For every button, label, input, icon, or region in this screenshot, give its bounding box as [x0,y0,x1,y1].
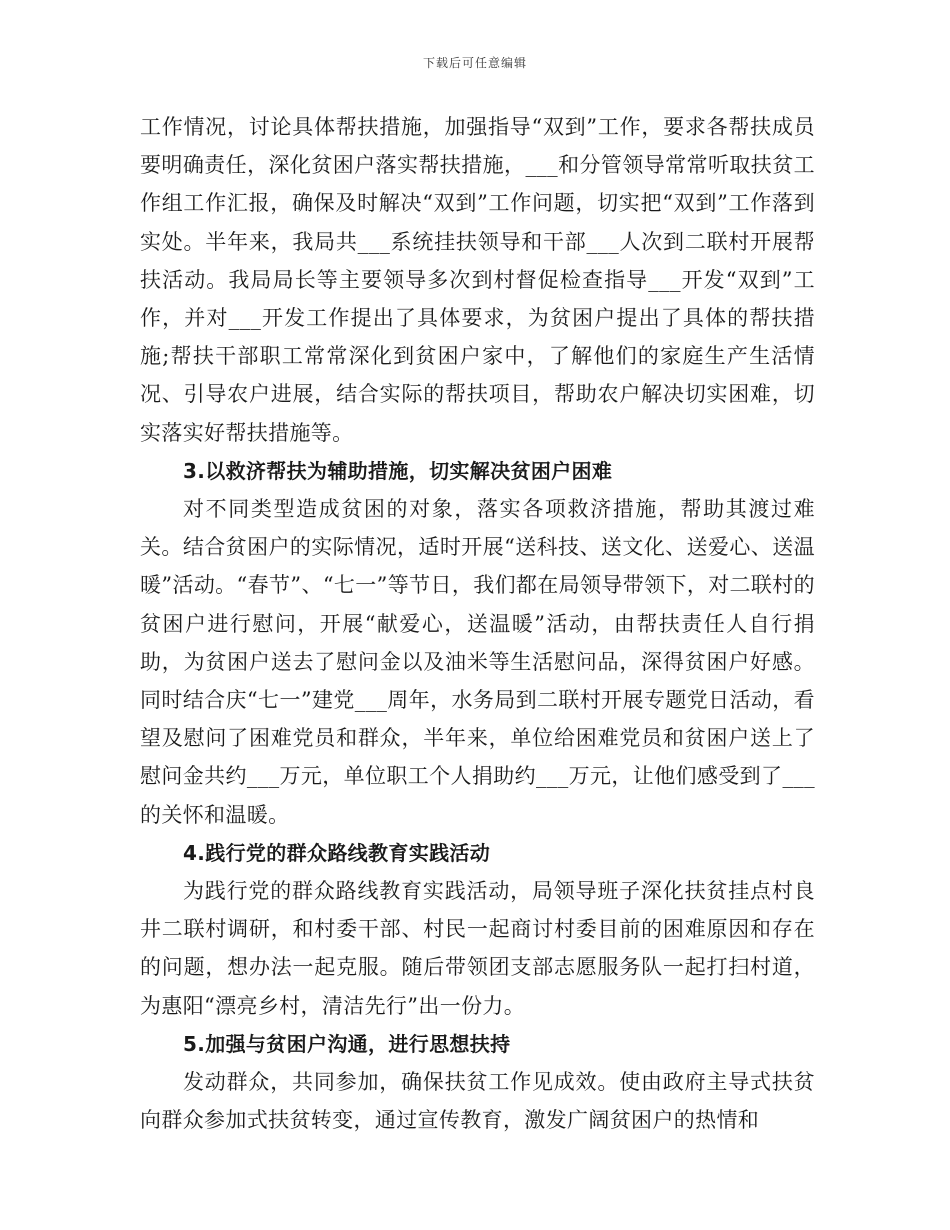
section-heading-3: 3.以救济帮扶为辅助措施，切实解决贫困户困难 [183,458,613,483]
paragraph-communication: 发动群众，共同参加，确保扶贫工作见成效。使由政府主导式扶贫向群众参加式扶贫转变，通过宣传教育，激发广阔贫困户的热情和 [140,1070,815,1133]
paragraph-continued: 工作情况，讨论具体帮扶措施，加强指导“双到”工作，要求各帮扶成员要明确责任，深化贫困户落实帮扶措施，___和分管领导常常听取扶贫工作组工作汇报，确保及时解决“双到”工作问题，切实把“双到”工作落到实处。半年来，我局共___系统挂扶领导和干部___人次到二联村开展帮扶活动。我局局长等主要领导多次到村督促检查指导___开发“双到”工作，并对___开发工作提出了具体要求，为贫困户提出了具体的帮扶措施;帮扶干部职工常常深化到贫困户家中，了解他们的家庭生产生活情况、引导农户进展，结合实际的帮扶项目，帮助农户解决切实困难，切实落实好帮扶措施等。 [140,115,815,445]
section-heading-4: 4.践行党的群众路线教育实践活动 [183,840,491,865]
page-header-note: 下载后可任意编辑 [422,56,527,70]
paragraph-mass-line: 为践行党的群众路线教育实践活动，局领导班子深化扶贫挂点村良井二联村调研，和村委干部、村民一起商讨村委目前的困难原因和存在的问题，想办法一起克服。随后带领团支部志愿服务队一起打扫村道，为惠阳“漂亮乡村，清洁先行”出一份力。 [140,879,815,1018]
section-heading-5: 5.加强与贫困户沟通，进行思想扶持 [183,1031,511,1056]
paragraph-relief: 对不同类型造成贫困的对象，落实各项救济措施，帮助其渡过难关。结合贫困户的实际情况，适时开展“送科技、送文化、送爱心、送温暖”活动。“春节”、“七一”等节日，我们都在局领导带领下，对二联村的贫困户进行慰问，开展“献爱心，送温暖”活动，由帮扶责任人自行捐助，为贫困户送去了慰问金以及油米等生活慰问品，深得贫困户好感。同时结合庆“七一”建党___周年，水务局到二联村开展专题党日活动，看望及慰问了困难党员和群众，半年来，单位给困难党员和贫困户送上了慰问金共约___万元，单位职工个人捐助约___万元，让他们感受到了___的关怀和温暖。 [140,497,815,827]
document-body [140,108,815,1139]
